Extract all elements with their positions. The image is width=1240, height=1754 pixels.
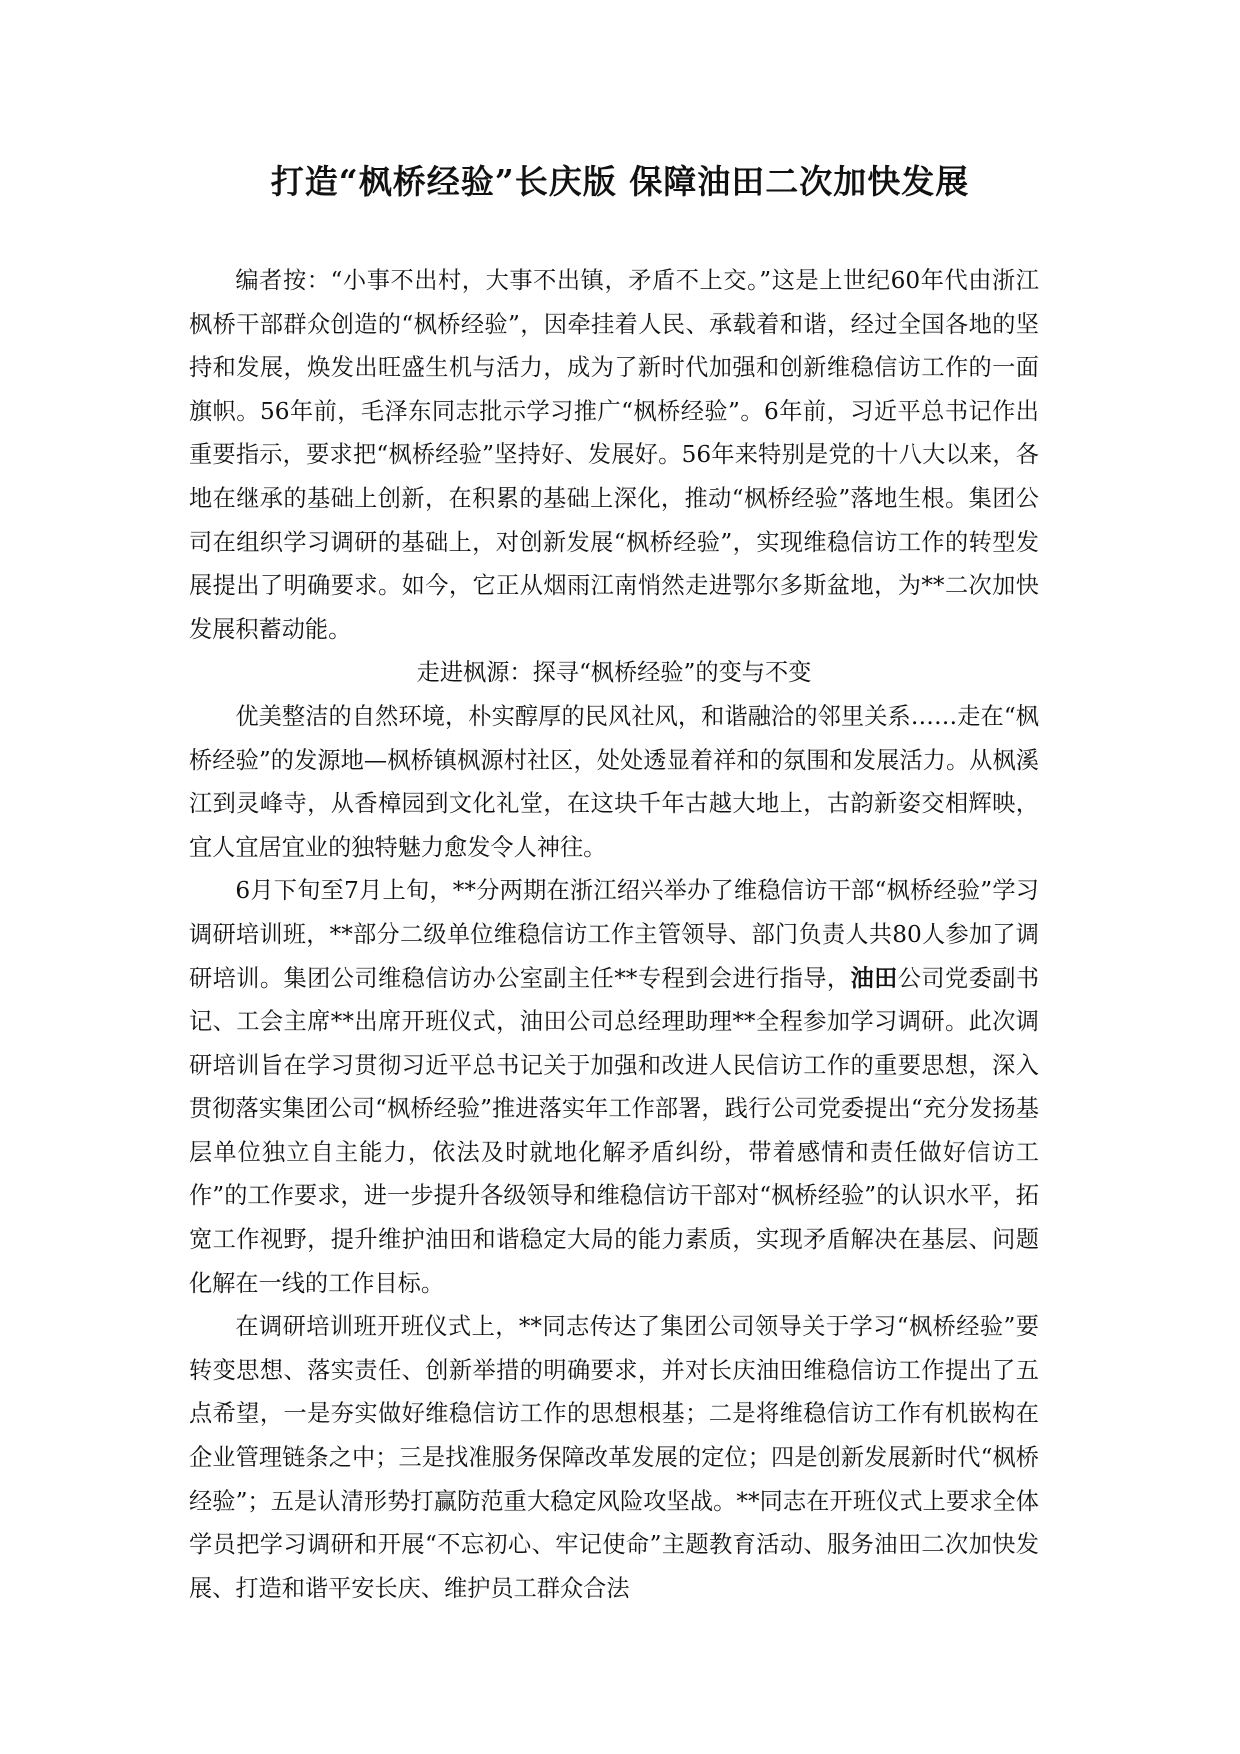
training-paragraph-bold: 油田 <box>850 964 898 992</box>
section-paragraph: 优美整洁的自然环境，朴实醇厚的民风社风，和谐融洽的邻里关系……走在“枫桥经验”的发源地—枫桥镇枫源村社区，处处透显着祥和的氛围和发展活力。从枫溪江到灵峰寺，从香樟园到文化礼堂，在这块千年古越大地上，古韵新姿交相辉映，宜人宜居宜业的独特魅力愈发令人神往。 <box>189 702 1039 861</box>
training-paragraph-part-1: 6月下旬至7月上旬，**分两期在浙江绍兴举办了维稳信访干部“枫桥经验”学习调研培训班，**部分二级单位维稳信访工作主管领导、部门负责人共80人参加了调研培训。集团公司维稳信访办公室副主任**专程到会进行指导， <box>189 877 1039 992</box>
training-paragraph <box>189 869 1039 1305</box>
training-paragraph-part-2: 公司党委副书记、工会主席**出席开班仪式，油田公司总经理助理**全程参加学习调研。此次调研培训旨在学习贯彻习近平总书记关于加强和改进人民信访工作的重要思想，深入贯彻落实集团公司“枫桥经验”推进落实年工作部署，践行公司党委提出“充分发扬基层单位独立自主能力，依法及时就地化解矛盾纠纷，带着感情和责任做好信访工作”的工作要求，进一步提升各级领导和维稳信访干部对“枫桥经验”的认识水平，拓宽工作视野，提升维护油田和谐稳定大局的能力素质，实现矛盾解决在基层、问题化解在一线的工作目标。 <box>189 964 1040 1297</box>
editor-note-paragraph: 编者按：“小事不出村，大事不出镇，矛盾不上交。”这是上世纪60年代由浙江枫桥干部群众创造的“枫桥经验”，因牵挂着人民、承载着和谐，经过全国各地的坚持和发展，焕发出旺盛生机与活力，成为了新时代加强和创新维稳信访工作的一面旗帜。56年前，毛泽东同志批示学习推广“枫桥经验”。6年前，习近平总书记作出重要指示，要求把“枫桥经验”坚持好、发展好。56年来特别是党的十八大以来，各地在继承的基础上创新，在积累的基础上深化，推动“枫桥经验”落地生根。集团公司在组织学习调研的基础上，对创新发展“枫桥经验”，实现维稳信访工作的转型发展提出了明确要求。如今，它正从烟雨江南悄然走进鄂尔多斯盆地，为**二次加快发展积蓄动能。 <box>189 267 1039 643</box>
document-title: 打造“枫桥经验”长庆版 保障油田二次加快发展 <box>270 162 970 201</box>
document-body <box>189 259 1039 1610</box>
opening-ceremony-paragraph: 在调研培训班开班仪式上，**同志传达了集团公司领导关于学习“枫桥经验”要转变思想、落实责任、创新举措的明确要求，并对长庆油田维稳信访工作提出了五点希望，一是夯实做好维稳信访工作的思想根基；二是将维稳信访工作有机嵌构在企业管理链条之中；三是找准服务保障改革发展的定位；四是创新发展新时代“枫桥经验”；五是认清形势打赢防范重大稳定风险攻坚战。**同志在开班仪式上要求全体学员把学习调研和开展“不忘初心、牢记使命”主题教育活动、服务油田二次加快发展、打造和谐平安长庆、维护员工群众合法 <box>189 1313 1039 1602</box>
section-heading: 走进枫源：探寻“枫桥经验”的变与不变 <box>416 659 812 687</box>
